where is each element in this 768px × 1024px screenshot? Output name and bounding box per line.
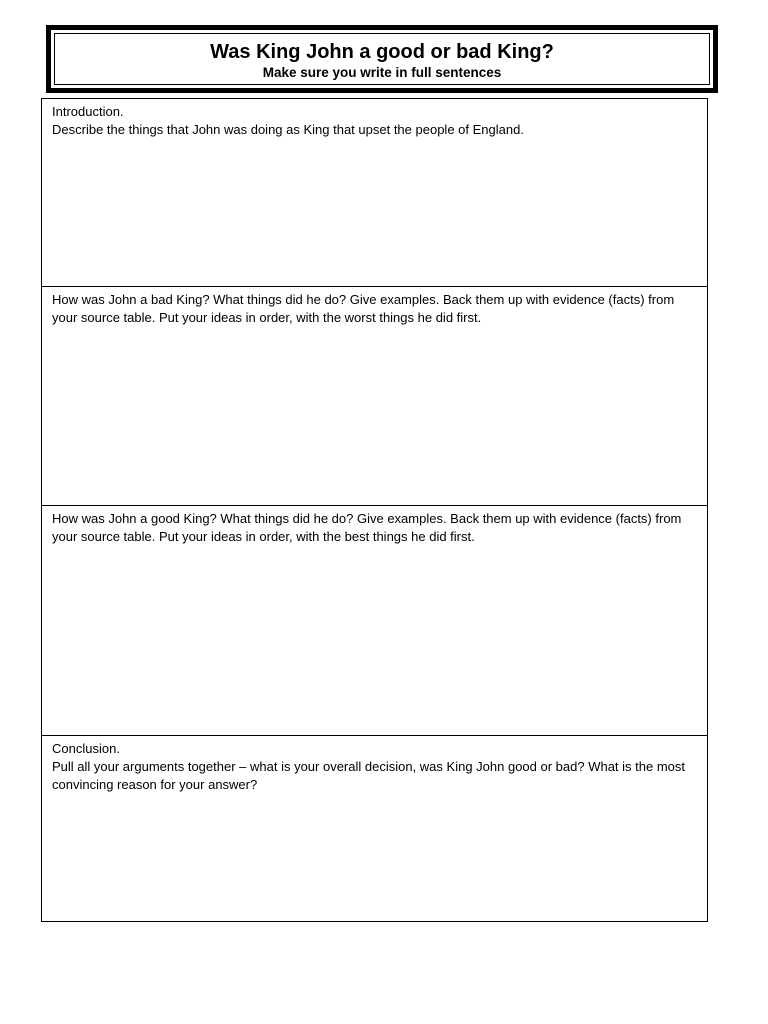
section-prompt-bad-king: How was John a bad King? What things did he do? Give examples. Back them up with evidence (facts) from your source table. Put your ideas in order, with the worst things he did first. (52, 292, 675, 325)
section-prompt-conclusion: Pull all your arguments together – what is your overall decision, was King John good or bad? What is the most convincing reason for your answer? (52, 759, 686, 792)
section-good-king[interactable] (42, 505, 707, 735)
section-heading-conclusion: Conclusion. (52, 741, 120, 756)
section-prompt-introduction: Describe the things that John was doing as King that upset the people of England. (52, 122, 524, 137)
answer-sections (41, 98, 708, 922)
title-inner-frame (54, 33, 710, 85)
section-heading-introduction: Introduction. (52, 104, 124, 119)
section-prompt-good-king: How was John a good King? What things did he do? Give examples. Back them up with evidence (facts) from your source table. Put your ideas in order, with the best things he did first. (52, 511, 682, 544)
worksheet-title: Was King John a good or bad King? (210, 41, 554, 63)
title-box (46, 25, 718, 93)
section-introduction[interactable] (42, 99, 707, 286)
section-conclusion[interactable] (42, 735, 707, 921)
worksheet-subtitle: Make sure you write in full sentences (262, 65, 502, 80)
section-bad-king[interactable] (42, 286, 707, 505)
